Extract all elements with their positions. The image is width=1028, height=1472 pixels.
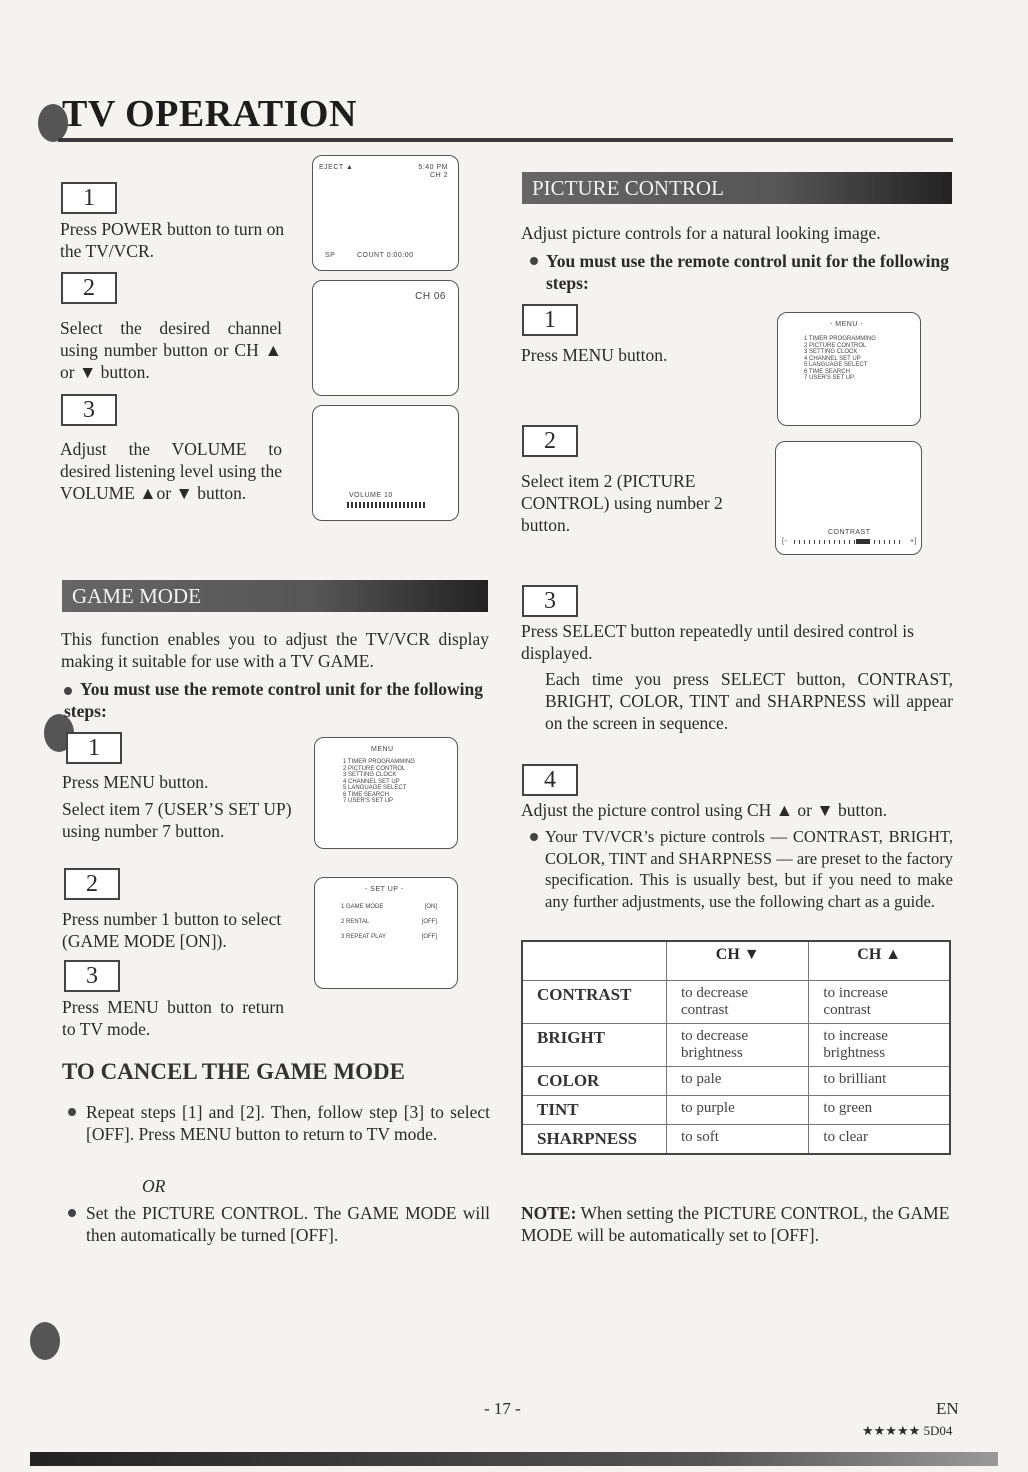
table-cell: to increase contrast [809,981,950,1024]
step-1-box: 1 [61,182,117,214]
game-step-2-box: 2 [64,868,120,900]
setup-item [341,900,437,915]
menu-item: 2 PICTURE CONTROL [343,765,406,772]
step-2-box: 2 [61,272,117,304]
game-step-1-text-b: Select item 7 (USER’S SET UP) using number 7 button. [62,799,292,841]
menu-item: 1 TIMER PROGRAMMING [804,336,876,342]
contrast-bar [794,540,904,544]
menu-title: - MENU - [830,321,864,328]
step-3-box: 3 [61,394,117,426]
menu-item: 4 CHANNEL SET UP [343,778,400,785]
bar-plus: +] [909,538,917,545]
contrast-bar-fill [856,539,870,544]
table-row-label: CONTRAST [522,981,667,1024]
table-cell: to purple [667,1096,809,1125]
menu-list [804,336,876,382]
setup-item-label: 1 GAME MODE [341,904,384,910]
game-step-3-box: 3 [64,960,120,992]
pic-step-1-text: Press MENU button. [521,345,668,365]
screen-ch06-label: CH 06 [415,291,446,302]
menu-item: 5 LANGUAGE SELECT [343,785,407,791]
pic-step-4-text: Adjust the picture control using CH ▲ or ▼ button. [521,800,888,820]
table-cell: to decrease brightness [667,1024,809,1067]
menu-item: 7 USER'S SET UP [343,798,394,804]
menu-item: 7 USER'S SET UP [804,375,855,381]
table-row-label: BRIGHT [522,1024,667,1067]
binder-tab-bottom [30,1322,60,1360]
menu-item: 6 TIME SEARCH [804,368,850,375]
picture-adjust-table [521,940,951,1155]
pic-step-3-detail: Each time you press SELECT button, CONTRAST, BRIGHT, COLOR, TINT and SHARPNESS will appear on the screen in sequence. [545,669,953,733]
table-cell: to green [809,1096,950,1125]
screen-time-label: 5:40 PM [418,164,448,171]
table-cell: to clear [809,1125,950,1155]
tv-screen-menu-picture [777,312,921,426]
setup-item-value: [OFF] [421,919,437,925]
table-row-label: COLOR [522,1067,667,1096]
setup-item [341,930,437,945]
step-3-text: Adjust the VOLUME to desired listening level using the VOLUME ▲or ▼ button. [60,439,282,503]
cancel-bullet-2 [64,1202,490,1246]
menu-item: 2 PICTURE CONTROL [804,342,867,349]
picture-note-footer [521,1202,953,1246]
bullet-icon [68,1108,76,1116]
pic-step-3-box: 3 [522,585,578,617]
footer-bar [30,1452,998,1466]
picture-note [526,250,952,294]
screen-channel-label: CH 2 [430,172,448,179]
game-mode-note [64,678,489,722]
cancel-heading: TO CANCEL THE GAME MODE [62,1059,405,1084]
bar-minus: [- [782,538,788,545]
table-header-cell [522,941,667,981]
step-1-text: Press POWER button to turn on the TV/VCR. [60,219,285,261]
picture-control-heading: PICTURE CONTROL [522,172,952,204]
bullet-icon [64,687,72,695]
step-2-text: Select the desired channel using number button or CH ▲ or ▼ button. [60,318,282,382]
table-row-label: TINT [522,1096,667,1125]
tv-screen-volume [312,405,459,521]
tv-screen-menu-game [314,737,458,849]
pic-step-4-bullet [526,826,953,912]
title-rule [58,138,953,142]
table-row [522,1024,950,1067]
cancel-bullet-1-text: Repeat steps [1] and [2]. Then, follow step [3] to select [OFF]. Press MENU button to return to TV mode. [86,1102,490,1144]
tv-screen-contrast [775,441,922,555]
game-step-1-text-a: Press MENU button. [62,772,209,792]
setup-item-label: 3 REPEAT PLAY [341,934,387,940]
pic-step-4-bullet-text: Your TV/VCR’s picture controls — CONTRAST, BRIGHT, COLOR, TINT and SHARPNESS — are preset to the factory specification. This is usually best, but if you need to make any further adjustments, use the following chart as a guide. [545,827,953,911]
screen-speed-label: SP [325,252,336,259]
menu-item: 3 SETTING CLOCK [343,772,397,778]
tv-screen-setup [314,877,458,989]
table-cell: to increase brightness [809,1024,950,1067]
table-row [522,1096,950,1125]
screen-counter-label: COUNT 0:00:00 [357,252,414,259]
menu-item: 5 LANGUAGE SELECT [804,362,868,368]
page-number: - 17 - [484,1399,521,1418]
tv-screen-channel [312,280,459,396]
pic-step-3-text: Press SELECT button repeatedly until desired control is displayed. [521,621,914,663]
table-header-cell: CH ▲ [809,941,950,981]
menu-item: 1 TIMER PROGRAMMING [343,759,415,765]
volume-bar [347,502,425,508]
setup-item-value: [OFF] [421,934,437,940]
cancel-bullet-2-text: Set the PICTURE CONTROL. The GAME MODE will then automatically be turned [OFF]. [86,1203,490,1245]
menu-item: 4 CHANNEL SET UP [804,355,861,362]
table-cell: to decrease contrast [667,981,809,1024]
menu-list [343,759,415,805]
game-mode-intro: This function enables you to adjust the TV/VCR display making it suitable for use with a TV GAME. [61,629,489,671]
note-label: NOTE: [521,1203,577,1223]
picture-intro: Adjust picture controls for a natural looking image. [521,223,881,243]
tv-screen-power [312,155,459,271]
menu-item: 3 SETTING CLOCK [804,349,858,355]
table-row [522,1067,950,1096]
table-cell: to pale [667,1067,809,1096]
pic-step-2-text: Select item 2 (PICTURE CONTROL) using number 2 button. [521,471,723,535]
setup-item-value: [ON] [424,904,437,910]
table-row [522,981,950,1024]
table-cell: to brilliant [809,1067,950,1096]
menu-title: MENU [371,746,394,753]
table-header-cell: CH ▼ [667,941,809,981]
screen-volume-label: VOLUME 10 [349,492,393,499]
menu-item: 6 TIME SEARCH [343,791,389,798]
screen-eject-label: EJECT ▲ [319,164,354,171]
table-row-label: SHARPNESS [522,1125,667,1155]
setup-item-label: 2 RENTAL [341,919,370,925]
game-step-3-text: Press MENU button to return to TV mode. [62,997,284,1039]
pic-step-1-box: 1 [522,304,578,336]
game-step-1-box: 1 [66,732,122,764]
bullet-icon [530,257,538,265]
cancel-bullet-1 [64,1101,490,1145]
bullet-icon [530,833,538,841]
setup-list [341,900,437,945]
setup-item [341,915,437,930]
pic-step-2-box: 2 [522,425,578,457]
bullet-icon [68,1209,76,1217]
cancel-or: OR [142,1176,166,1196]
game-step-2-text: Press number 1 button to select (GAME MODE [ON]). [62,909,282,951]
table-row [522,1125,950,1155]
table-cell: to soft [667,1125,809,1155]
language-code: EN [936,1399,959,1418]
game-mode-heading: GAME MODE [62,580,488,612]
model-code: ★★★★★ 5D04 [862,1423,953,1438]
page-title: TV OPERATION [62,93,357,135]
pic-step-4-box: 4 [522,764,578,796]
table-header-row [522,941,950,981]
setup-title: - SET UP - [365,886,404,893]
note-text: When setting the PICTURE CONTROL, the GAME MODE will be automatically set to [OFF]. [521,1203,950,1245]
picture-note-text: You must use the remote control unit for the following steps: [546,251,949,293]
game-mode-note-text: You must use the remote control unit for the following steps: [64,679,483,721]
contrast-label: CONTRAST [828,529,871,536]
